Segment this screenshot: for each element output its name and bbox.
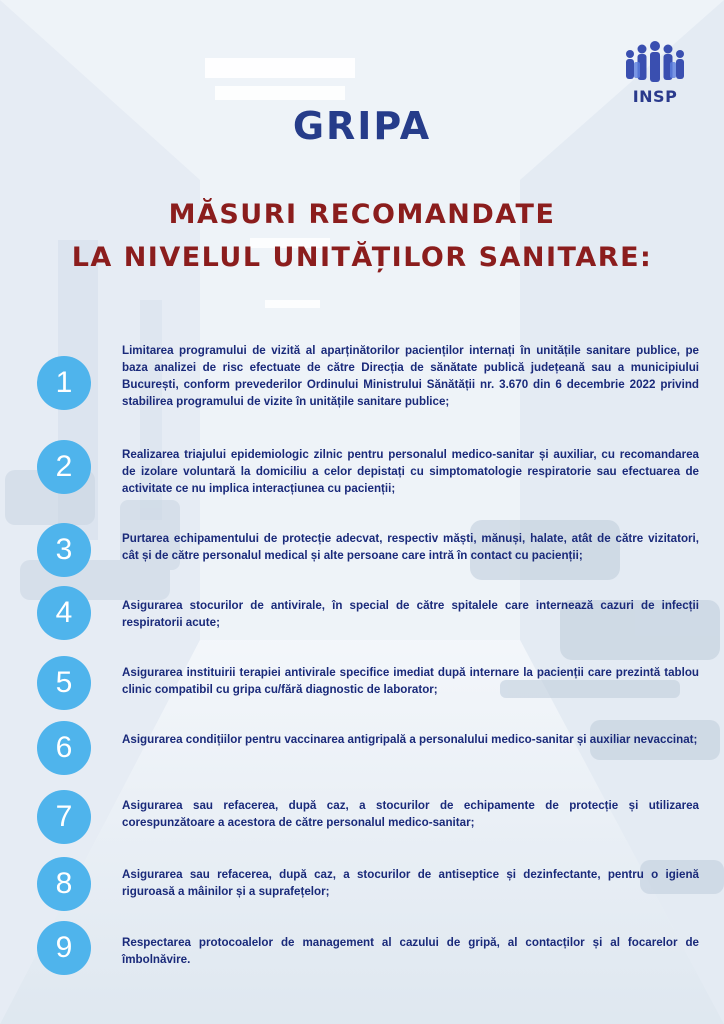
item-text: Limitarea programului de vizită al aparținătorilor pacienților internați în unitățile sanitare publice, pe baza analizei de risc efectuate de către Direcția de sănătate publică județeană sau a municipiului București, conform prevederilor Ordinului Ministrului Sănătății nr. 3.670 din 6 decembrie 2022 privind stabilirea programului de vizite în unitățile sanitare publice; <box>122 344 699 408</box>
number-badge: 3 <box>37 523 91 577</box>
number-badge: 6 <box>37 721 91 775</box>
item-text: Realizarea triajului epidemiologic zilnic pentru personalul medico-sanitar și auxiliar, cu recomandarea de izolare voluntară la domiciliu a celor depistați cu simptomatologie respiratorie sau efectuarea de activitate ce nu implica interacțiunea cu pacienții; <box>122 448 699 495</box>
number-badge: 8 <box>37 857 91 911</box>
item-text: Respectarea protocoalelor de management al cazului de gripă, al contacților și al focarelor de îmbolnăvire. <box>122 936 699 966</box>
insp-logo <box>620 40 690 106</box>
number-badge: 5 <box>37 656 91 710</box>
number-badge: 2 <box>37 440 91 494</box>
subtitle-line-2: LA NIVELUL UNITĂȚILOR SANITARE: <box>71 242 653 273</box>
item-text: Purtarea echipamentului de protecție adecvat, respectiv măști, mănuși, halate, atât de către vizitatori, cât și de către personalul medical și alte persoane care intră în contact cu pacienții; <box>122 532 699 562</box>
item-text: Asigurarea condițiilor pentru vaccinarea antigripală a personalului medico-sanitar și auxiliar nevaccinat; <box>122 733 698 746</box>
item-text: Asigurarea sau refacerea, după caz, a stocurilor de antiseptice și dezinfectante, pentru o igienă riguroasă a mâinilor și a suprafețelor; <box>122 868 699 898</box>
number-badge: 7 <box>37 790 91 844</box>
subtitle-line-1: MĂSURI RECOMANDATE <box>168 199 556 230</box>
item-text: Asigurarea instituirii terapiei antivirale specifice imediat după internare la pacienții care prezintă tablou clinic compatibil cu gripa cu/fără diagnostic de laborator; <box>122 666 699 696</box>
page-title: GRIPA <box>292 104 432 148</box>
item-text: Asigurarea sau refacerea, după caz, a stocurilor de echipamente de protecție și utilizarea corespunzătoare a acestora de către personalul medico-sanitar; <box>122 799 699 829</box>
number-badge: 1 <box>37 356 91 410</box>
people-group-icon <box>620 40 690 88</box>
number-badge: 4 <box>37 586 91 640</box>
number-badge: 9 <box>37 921 91 975</box>
item-text: Asigurarea stocurilor de antivirale, în special de către spitalele care internează cazuri de infecții respiratorii acute; <box>122 599 699 629</box>
page-subtitle <box>0 193 724 279</box>
logo-text: INSP <box>632 87 678 106</box>
